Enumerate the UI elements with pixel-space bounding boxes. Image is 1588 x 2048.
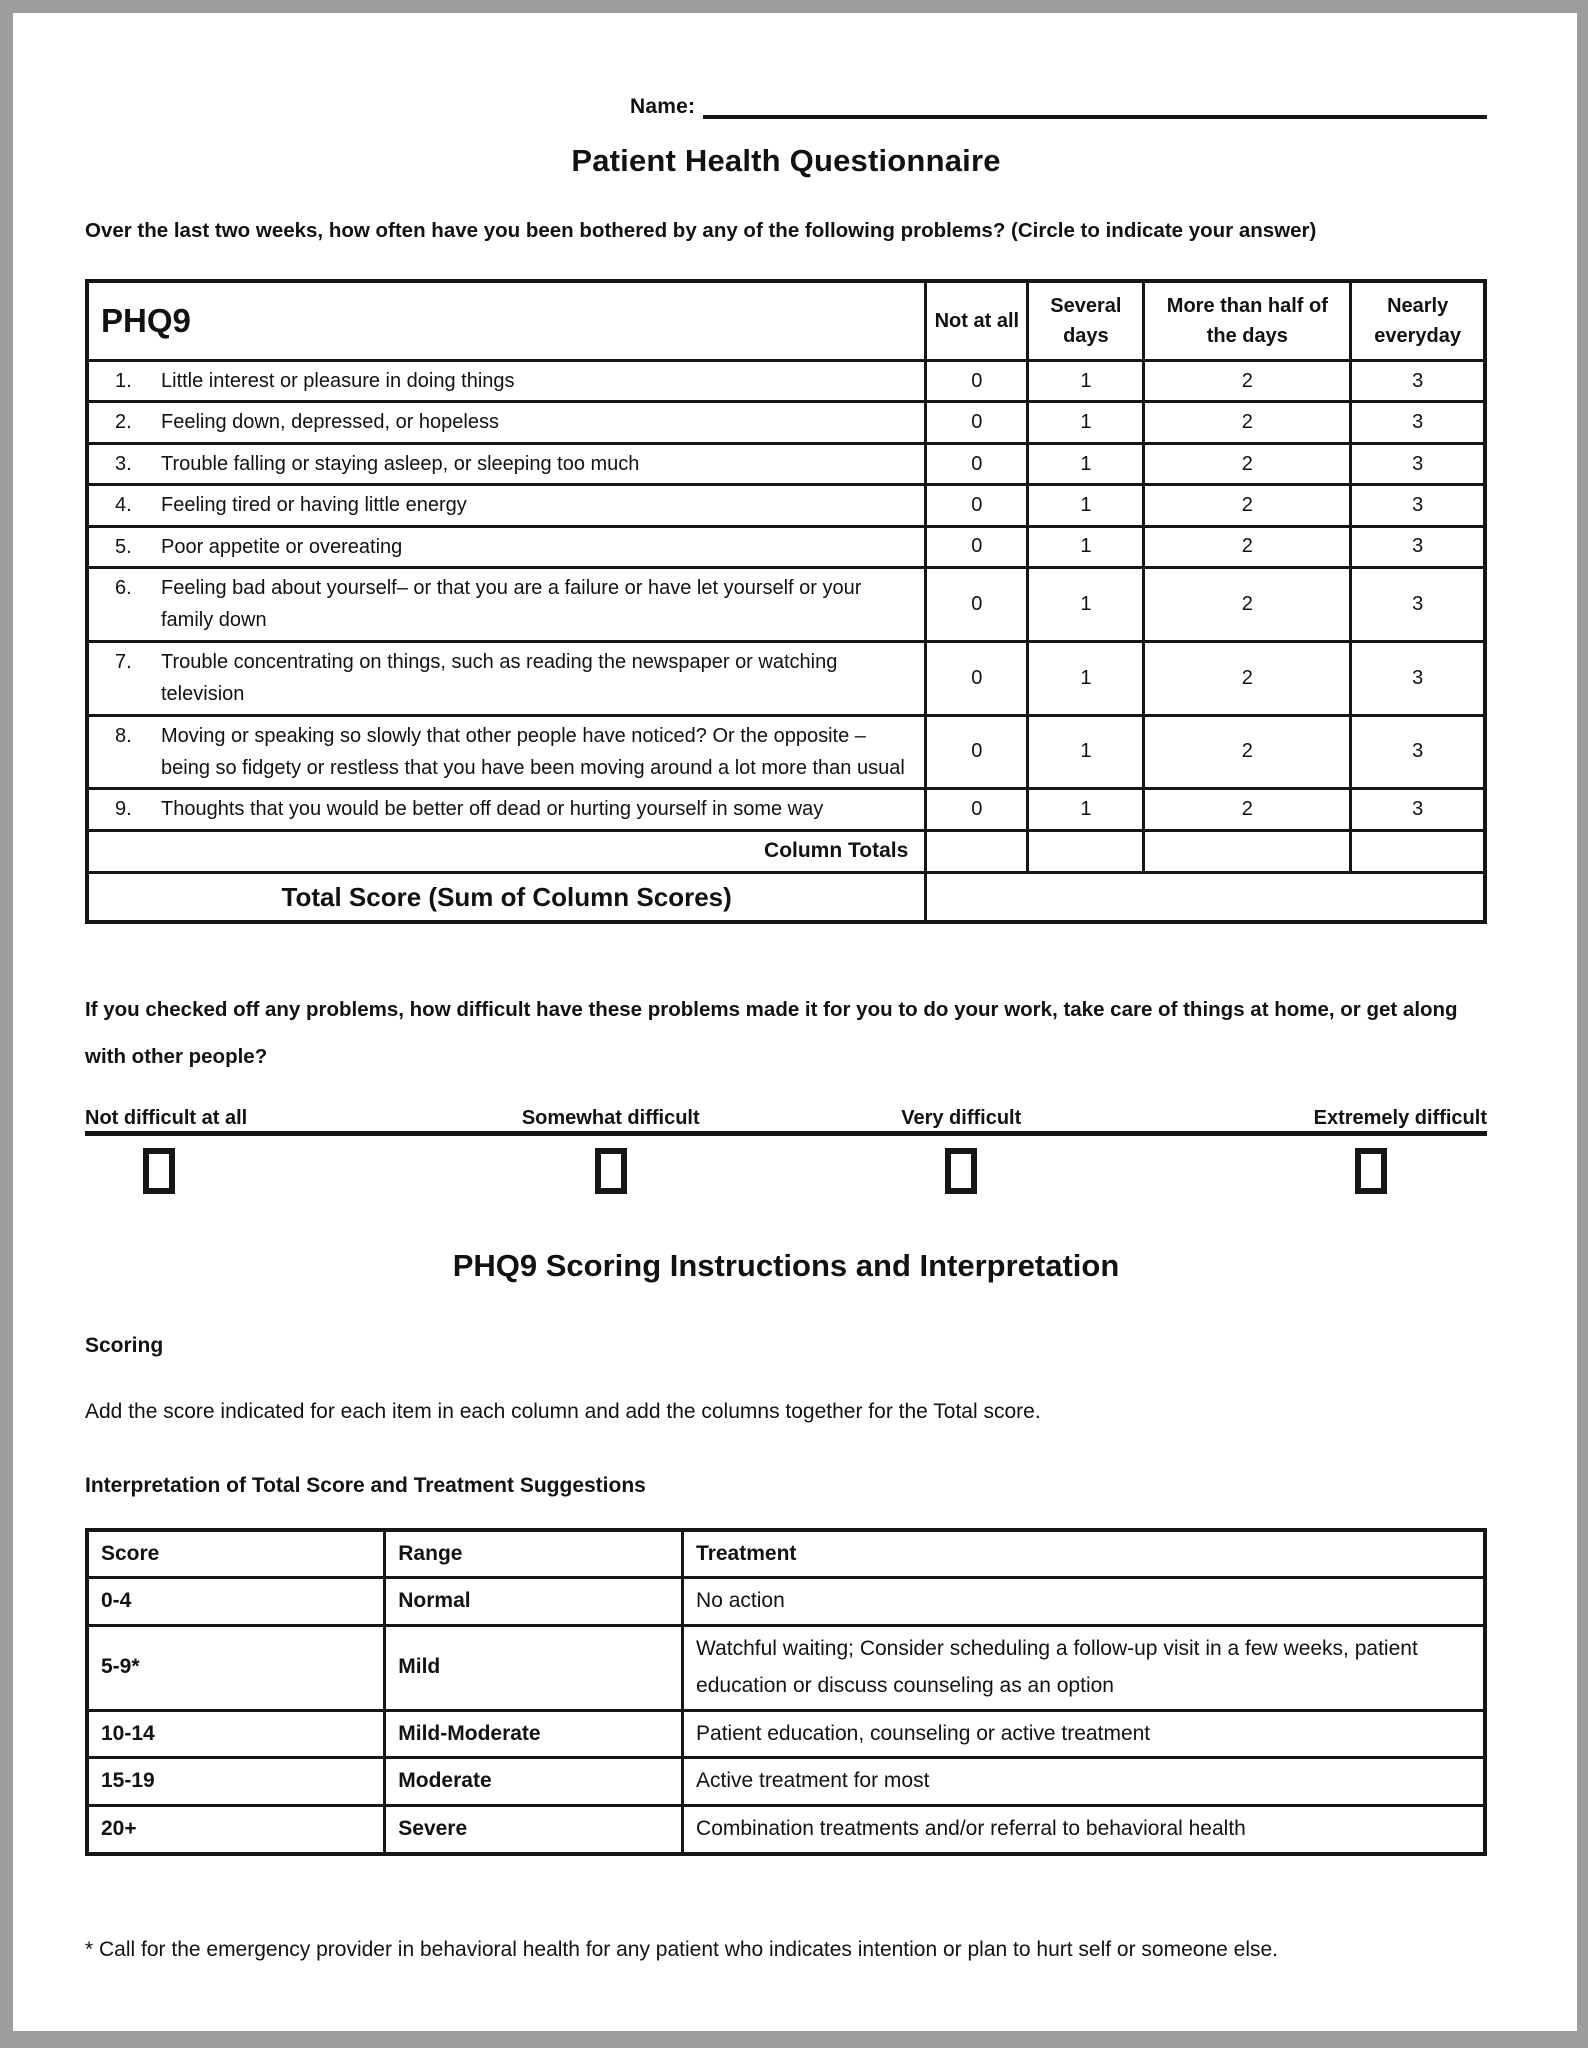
score-option[interactable]: 1 (1028, 485, 1144, 526)
score-option[interactable]: 1 (1028, 443, 1144, 484)
difficulty-checkbox-cell (786, 1148, 1137, 1194)
difficulty-question: If you checked off any problems, how difficult have these problems made it for you to do your work, take care of things at home, or get along with other people? (85, 998, 1458, 1069)
score-option[interactable]: 0 (926, 443, 1028, 484)
question-text: Moving or speaking so slowly that other people have noticed? Or the opposite – being so fidgety or restless that you have been moving around a lot more than usual (161, 724, 905, 779)
question-cell (87, 526, 926, 567)
score-option[interactable]: 2 (1144, 402, 1351, 443)
question-text: Poor appetite or overeating (161, 535, 403, 558)
interpretation-row (87, 1806, 1485, 1854)
phq9-totals (87, 830, 1485, 922)
question-text: Feeling tired or having little energy (161, 494, 467, 517)
difficulty-option-label: Not difficult at all (85, 1106, 248, 1129)
difficulty-option-label: Somewhat difficult (521, 1106, 700, 1129)
interpretation-treatment: Combination treatments and/or referral to behavioral health (683, 1806, 1485, 1854)
intro-text: Over the last two weeks, how often have you been bothered by any of the following problems? (Circle to indicate your answer) (85, 219, 1317, 242)
score-option[interactable]: 1 (1028, 526, 1144, 567)
score-option[interactable]: 0 (926, 526, 1028, 567)
score-option[interactable]: 3 (1351, 402, 1485, 443)
phq9-item-row (87, 485, 1485, 526)
column-totals-row (87, 830, 1485, 872)
score-option[interactable]: 2 (1144, 789, 1351, 830)
difficulty-checkbox[interactable] (143, 1148, 175, 1194)
question-number: 2. (115, 411, 132, 434)
total-score-row (87, 872, 1485, 922)
score-option[interactable]: 3 (1351, 715, 1485, 789)
difficulty-option-label: Extremely difficult (1313, 1106, 1487, 1129)
phq9-header-row (87, 281, 1485, 361)
page-title: Patient Health Questionnaire (571, 143, 1001, 178)
interpretation-score: 10-14 (87, 1710, 385, 1758)
question-number: 4. (115, 494, 132, 517)
score-option[interactable]: 3 (1351, 361, 1485, 402)
interpretation-range: Mild-Moderate (385, 1710, 683, 1758)
score-option[interactable]: 2 (1144, 526, 1351, 567)
column-totals-label: Column Totals (87, 830, 926, 872)
score-option[interactable]: 3 (1351, 443, 1485, 484)
difficulty-checkboxes (85, 1148, 1487, 1194)
column-total-cell[interactable] (1144, 830, 1351, 872)
interpretation-column-header: Treatment (683, 1530, 1485, 1578)
phq9-item-row (87, 361, 1485, 402)
name-row (630, 81, 1487, 119)
interpretation-score: 15-19 (87, 1758, 385, 1806)
score-option[interactable]: 3 (1351, 485, 1485, 526)
question-number: 5. (115, 535, 132, 558)
interpretation-range: Moderate (385, 1758, 683, 1806)
phq9-item-row (87, 568, 1485, 642)
question-number: 3. (115, 452, 132, 475)
interpretation-column-header: Range (385, 1530, 683, 1578)
score-option[interactable]: 2 (1144, 485, 1351, 526)
score-option[interactable]: 0 (926, 402, 1028, 443)
score-option[interactable]: 0 (926, 715, 1028, 789)
difficulty-option-label: Very difficult (901, 1106, 1022, 1129)
phq9-items (87, 361, 1485, 831)
phq9-item-row (87, 789, 1485, 830)
question-number: 1. (115, 370, 132, 393)
scoring-heading: PHQ9 Scoring Instructions and Interpretation (452, 1247, 1120, 1283)
score-option[interactable]: 3 (1351, 641, 1485, 715)
question-text: Trouble falling or staying asleep, or sleeping too much (161, 452, 640, 475)
column-total-cell[interactable] (1028, 830, 1144, 872)
question-number: 8. (115, 724, 132, 747)
interpretation-row (87, 1758, 1485, 1806)
document-page (13, 13, 1577, 2031)
interpretation-range: Mild (385, 1626, 683, 1711)
interpretation-range: Severe (385, 1806, 683, 1854)
score-option[interactable]: 0 (926, 485, 1028, 526)
phq9-table (85, 279, 1487, 924)
phq9-column-header: More than half of the days (1144, 281, 1351, 361)
scoring-text: Add the score indicated for each item in each column and add the columns together for the Total score. (85, 1399, 1041, 1423)
interpretation-range: Normal (385, 1578, 683, 1626)
score-option[interactable]: 2 (1144, 641, 1351, 715)
score-option[interactable]: 1 (1028, 568, 1144, 642)
interpretation-row (87, 1578, 1485, 1626)
score-option[interactable]: 1 (1028, 361, 1144, 402)
phq9-table-title: PHQ9 (87, 281, 926, 361)
score-option[interactable]: 0 (926, 789, 1028, 830)
score-option[interactable]: 3 (1351, 568, 1485, 642)
interpretation-treatment: No action (683, 1578, 1485, 1626)
total-score-cell[interactable] (926, 872, 1485, 922)
interpretation-score: 0-4 (87, 1578, 385, 1626)
score-option[interactable]: 1 (1028, 715, 1144, 789)
score-option[interactable]: 0 (926, 361, 1028, 402)
phq9-column-header: Not at all (926, 281, 1028, 361)
phq9-item-row (87, 641, 1485, 715)
interpretation-score: 5-9* (87, 1626, 385, 1711)
question-cell (87, 789, 926, 830)
question-number: 7. (115, 650, 132, 673)
question-text: Feeling down, depressed, or hopeless (161, 411, 499, 434)
scoring-label: Scoring (85, 1333, 164, 1357)
question-cell (87, 641, 926, 715)
name-label: Name: (630, 95, 696, 118)
column-total-cell[interactable] (926, 830, 1028, 872)
interpretation-rows (87, 1578, 1485, 1854)
phq9-item-row (87, 715, 1485, 789)
interpretation-row (87, 1626, 1485, 1711)
difficulty-checkbox[interactable] (595, 1148, 627, 1194)
score-option[interactable]: 0 (926, 568, 1028, 642)
question-cell (87, 443, 926, 484)
score-option[interactable]: 2 (1144, 715, 1351, 789)
interpretation-score: 20+ (87, 1806, 385, 1854)
interpretation-treatment: Patient education, counseling or active treatment (683, 1710, 1485, 1758)
interpretation-row (87, 1710, 1485, 1758)
score-option[interactable]: 1 (1028, 789, 1144, 830)
interpretation-header-row (87, 1530, 1485, 1578)
score-option[interactable]: 2 (1144, 443, 1351, 484)
question-number: 9. (115, 798, 132, 821)
question-text: Little interest or pleasure in doing things (161, 370, 515, 393)
score-option[interactable]: 2 (1144, 361, 1351, 402)
question-cell (87, 568, 926, 642)
phq9-item-row (87, 402, 1485, 443)
phq9-column-header: Nearly everyday (1351, 281, 1485, 361)
difficulty-checkbox[interactable] (945, 1148, 977, 1194)
score-option[interactable]: 2 (1144, 568, 1351, 642)
footnote-text: * Call for the emergency provider in behavioral health for any patient who indicates intention or plan to hurt self or someone else. (85, 1937, 1279, 1961)
interpretation-label: Interpretation of Total Score and Treatment Suggestions (85, 1473, 646, 1497)
score-option[interactable]: 3 (1351, 526, 1485, 567)
total-score-label: Total Score (Sum of Column Scores) (87, 872, 926, 922)
phq9-item-row (87, 526, 1485, 567)
question-cell (87, 485, 926, 526)
score-option[interactable]: 0 (926, 641, 1028, 715)
score-option[interactable]: 1 (1028, 402, 1144, 443)
difficulty-checkbox-cell (1137, 1148, 1488, 1194)
interpretation-treatment: Active treatment for most (683, 1758, 1485, 1806)
question-text: Thoughts that you would be better off dead or hurting yourself in some way (161, 798, 824, 821)
question-cell (87, 715, 926, 789)
question-cell (87, 361, 926, 402)
interpretation-treatment: Watchful waiting; Consider scheduling a follow-up visit in a few weeks, patient education or discuss counseling as an option (683, 1626, 1485, 1711)
interpretation-table (85, 1528, 1487, 1856)
difficulty-checkbox[interactable] (1355, 1148, 1387, 1194)
question-cell (87, 402, 926, 443)
interpretation-column-header: Score (87, 1530, 385, 1578)
difficulty-checkbox-cell (85, 1148, 436, 1194)
difficulty-checkbox-cell (436, 1148, 787, 1194)
score-option[interactable]: 1 (1028, 641, 1144, 715)
score-option[interactable]: 3 (1351, 789, 1485, 830)
phq9-item-row (87, 443, 1485, 484)
phq9-column-header: Several days (1028, 281, 1144, 361)
column-total-cell[interactable] (1351, 830, 1485, 872)
question-number: 6. (115, 577, 132, 600)
question-text: Trouble concentrating on things, such as reading the newspaper or watching television (161, 650, 838, 706)
difficulty-option-labels (85, 1107, 1487, 1136)
name-input-line[interactable] (703, 81, 1487, 119)
question-text: Feeling bad about yourself– or that you are a failure or have let yourself or your family down (161, 577, 862, 632)
